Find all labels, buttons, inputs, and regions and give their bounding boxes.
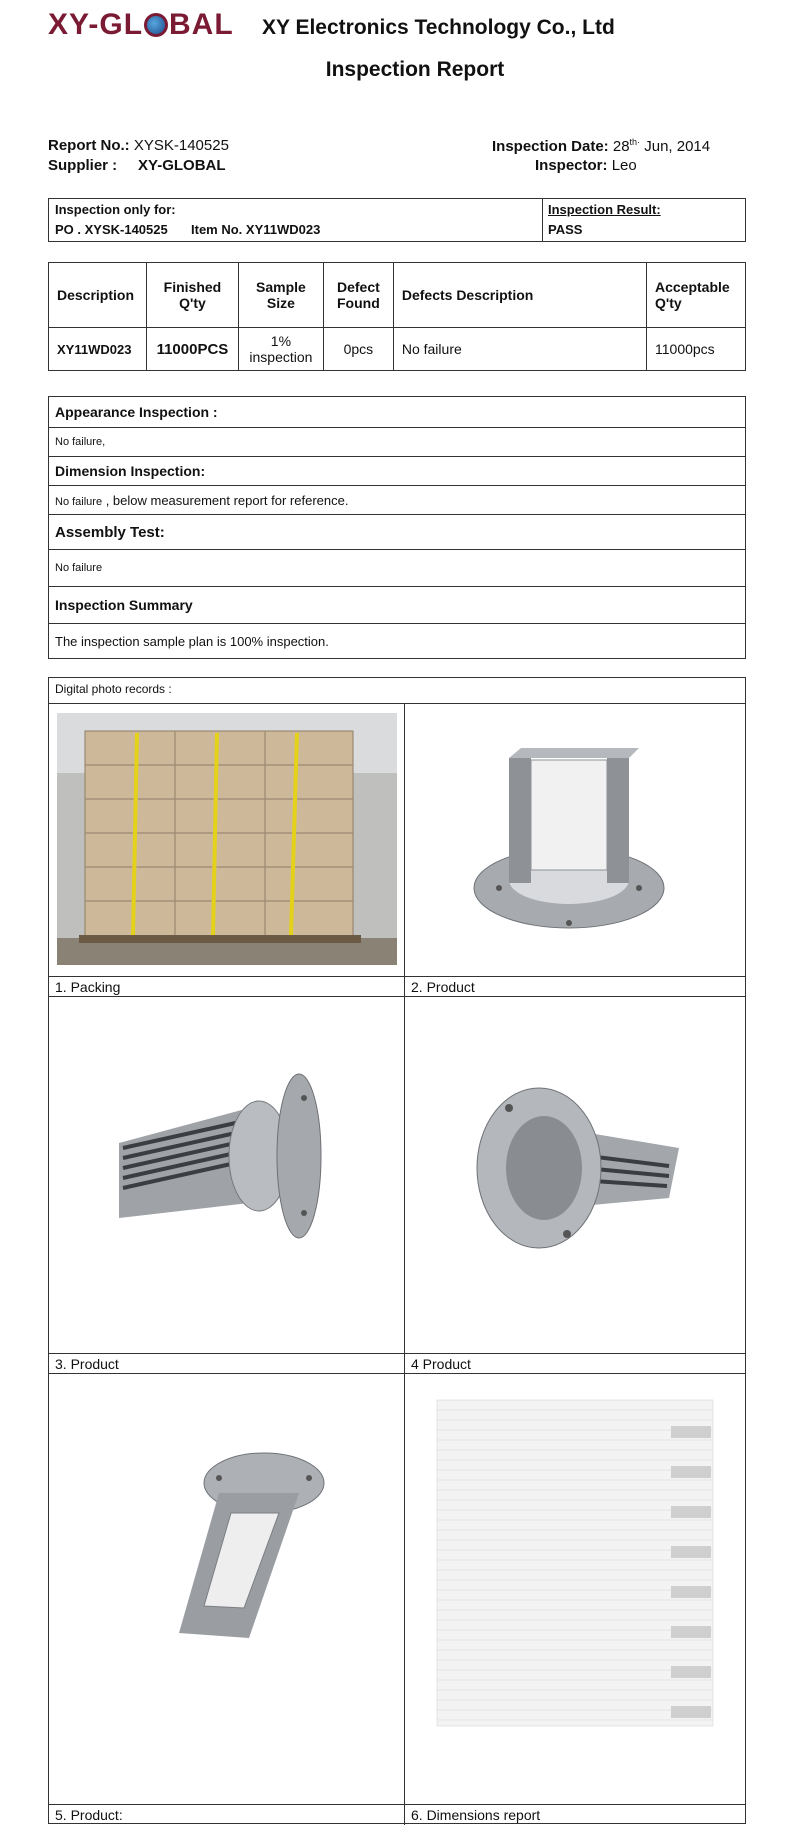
appearance-text: No failure, xyxy=(49,428,746,457)
company-name: XY Electronics Technology Co., Ltd xyxy=(262,16,615,39)
photo-records xyxy=(48,677,746,1824)
col-description: Description xyxy=(49,263,147,328)
company-logo xyxy=(48,8,234,42)
cell-description: XY11WD023 xyxy=(49,328,147,371)
inspection-for-label: Inspection only for: xyxy=(55,202,176,217)
supplier: Supplier : XY-GLOBAL xyxy=(48,157,226,174)
table-row xyxy=(49,328,746,371)
cell-finished-qty: 11000PCS xyxy=(146,328,238,371)
col-sample-size: Sample Size xyxy=(238,263,323,328)
assembly-text: No failure xyxy=(49,550,746,587)
summary-title: Inspection Summary xyxy=(49,587,746,624)
report-title: Inspection Report xyxy=(325,58,505,81)
inspection-result-label: Inspection Result: xyxy=(548,202,661,217)
dimension-text: No failure , below measurement report for reference. xyxy=(49,486,746,515)
cell-sample-size: 1% inspection xyxy=(238,328,323,371)
product-photo-3 xyxy=(109,1068,339,1248)
inspection-sections xyxy=(48,396,746,659)
cell-defect-found: 0pcs xyxy=(323,328,393,371)
item-number: Item No. XY11WD023 xyxy=(191,222,321,237)
product-photo-4 xyxy=(469,1058,699,1258)
caption-3: 3. Product xyxy=(55,1356,119,1372)
product-photo-2 xyxy=(469,738,669,948)
inspection-date: Inspection Date: $28^{th\cdot}$ Jun, 2014 xyxy=(492,137,711,155)
logo-text-left: XY-GL xyxy=(48,8,144,41)
packing-photo xyxy=(57,713,397,965)
col-defect-found: Defect Found xyxy=(323,263,393,328)
col-acceptable-qty: Acceptable Q'ty xyxy=(647,263,746,328)
col-finished-qty: Finished Q'ty xyxy=(146,263,238,328)
inspection-result: PASS xyxy=(548,222,583,237)
caption-6: 6. Dimensions report xyxy=(411,1807,541,1823)
cell-acceptable-qty: 11000pcs xyxy=(647,328,746,371)
cell-defects-description: No failure xyxy=(393,328,646,371)
caption-1: 1. Packing xyxy=(55,979,121,995)
table-header-row xyxy=(49,263,746,328)
product-photo-5 xyxy=(149,1438,329,1648)
photo-records-title: Digital photo records : xyxy=(49,678,745,704)
caption-4: 4 Product xyxy=(411,1356,471,1372)
po-number: PO . XYSK-140525 xyxy=(55,222,168,237)
caption-5: 5. Product: xyxy=(55,1807,123,1823)
col-defects-description: Defects Description xyxy=(393,263,646,328)
summary-text: The inspection sample plan is 100% inspection. xyxy=(49,624,746,659)
inspection-table xyxy=(48,262,746,371)
inspection-scope-box xyxy=(48,198,746,242)
caption-2: 2. Product xyxy=(411,979,475,995)
report-no: Report No.: XYSK-140525 xyxy=(48,137,229,154)
globe-icon xyxy=(144,13,168,37)
appearance-title: Appearance Inspection : xyxy=(49,397,746,428)
dimensions-report-image xyxy=(435,1398,715,1728)
inspector: Inspector: Leo xyxy=(535,157,637,174)
dimension-title: Dimension Inspection: xyxy=(49,457,746,486)
assembly-title: Assembly Test: xyxy=(49,515,746,550)
logo-text-right: BAL xyxy=(169,8,234,41)
